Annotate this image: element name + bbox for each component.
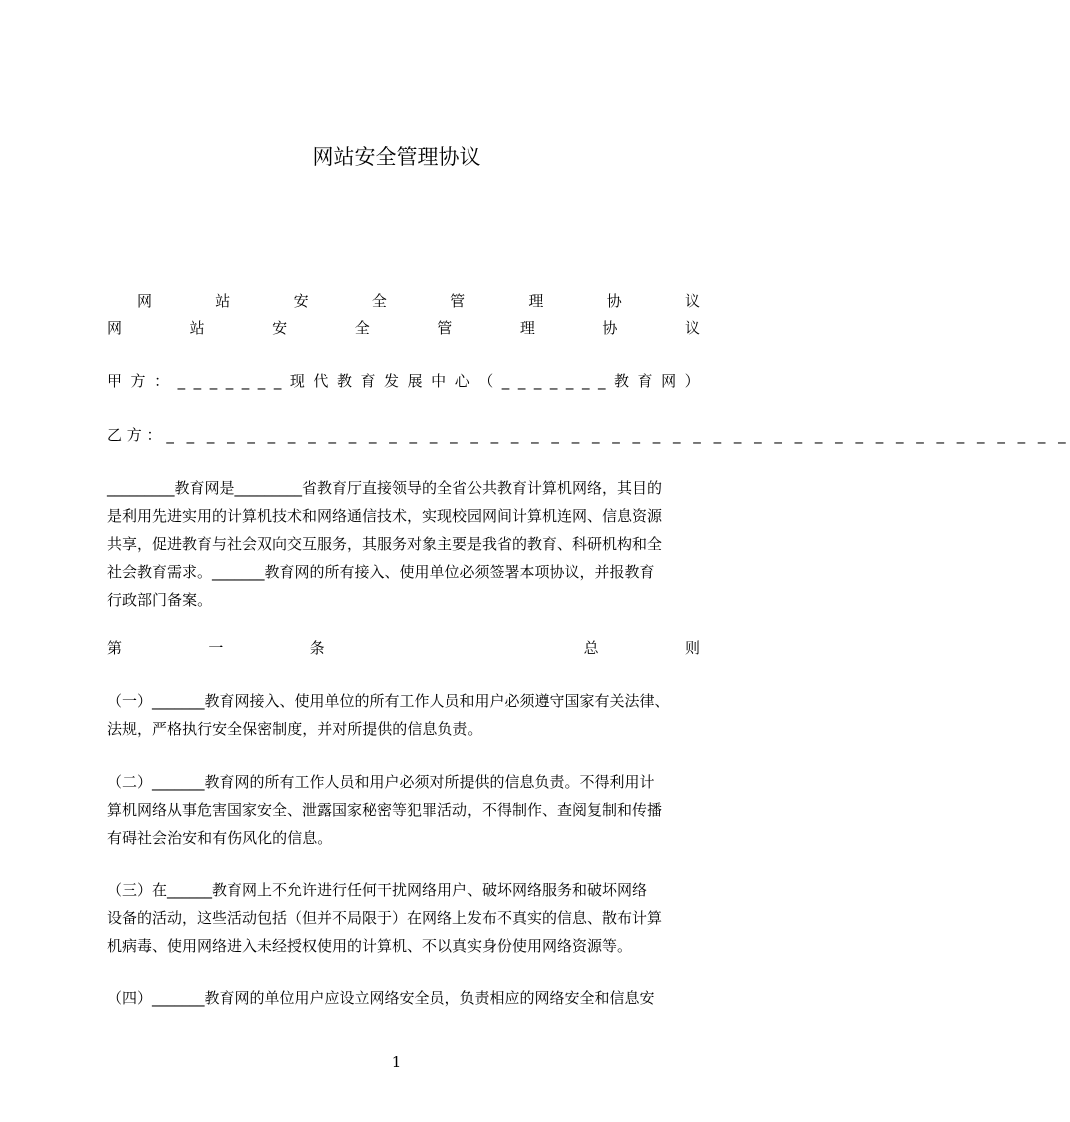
intro-row-5-char: 门 bbox=[152, 591, 168, 609]
clause-1-row-2-char: 密 bbox=[257, 720, 273, 738]
clause-2-row-1: （二）_______教育网的所有工作人员和用户必须对所提供的信息负责。不得利用计 bbox=[107, 773, 655, 791]
intro-row-3: 共享，促进教育与社会双向交互服务，其服务对象主要是我省的教育、科研机构和全 bbox=[107, 535, 663, 553]
heading-line-1-char: 站 bbox=[215, 292, 231, 310]
heading-line-2 bbox=[107, 314, 700, 342]
article-1-char: 条 bbox=[309, 639, 325, 657]
party-a-char: 中 bbox=[431, 372, 447, 390]
clause-2 bbox=[107, 768, 700, 852]
clause-3 bbox=[107, 876, 700, 960]
party-a-char: _ bbox=[225, 372, 234, 390]
clause-2-row-3-char: 信 bbox=[287, 829, 303, 847]
party-a-char: （ bbox=[478, 372, 494, 390]
clause-1-row-2-char: 法 bbox=[107, 720, 123, 738]
clause-1-row-2-char: 并 bbox=[317, 720, 333, 738]
party-a-char: _ bbox=[193, 372, 202, 390]
clause-2-row-3-char: 有 bbox=[212, 829, 228, 847]
article-1-char: 第 bbox=[107, 639, 123, 657]
clause-1-row-2-char: 严 bbox=[152, 720, 168, 738]
party-a-char: 育 bbox=[360, 372, 376, 390]
clause-2-row-3-char: 的 bbox=[272, 829, 288, 847]
clause-1-row-2-char: 全 bbox=[227, 720, 243, 738]
clause-2-row-3 bbox=[107, 824, 700, 852]
clause-1-row-2-char: 规 bbox=[122, 720, 138, 738]
heading-line-1-char: 理 bbox=[528, 292, 544, 310]
heading-line-1-char: 议 bbox=[684, 292, 700, 310]
party-a-char: 心 bbox=[454, 372, 470, 390]
party-a-char: 甲 bbox=[107, 372, 123, 390]
party-b-blank: _ _ _ _ _ _ _ _ _ _ _ _ _ _ _ _ _ _ _ _ _ _ _ _ _ _ _ _ _ _ _ _ _ _ _ _ _ _ _ _ _ _ _ _ _ bbox=[166, 426, 1070, 444]
party-a-char: ） bbox=[684, 372, 700, 390]
party-a-char: _ bbox=[565, 372, 574, 390]
heading-line-1-char: 网 bbox=[137, 292, 153, 310]
party-a-char: 网 bbox=[661, 372, 677, 390]
party-a-char: _ bbox=[501, 372, 510, 390]
heading-line-2-char: 理 bbox=[519, 319, 535, 337]
clause-1-row-2-char: 安 bbox=[212, 720, 228, 738]
clause-1-row-2-char: 保 bbox=[242, 720, 258, 738]
party-a-line bbox=[107, 367, 700, 395]
party-a-char: 发 bbox=[384, 372, 400, 390]
party-a-char: 展 bbox=[407, 372, 423, 390]
clause-1-row-1: （一）_______教育网接入、使用单位的所有工作人员和用户必须遵守国家有关法律、 bbox=[107, 692, 670, 710]
clause-4 bbox=[107, 984, 700, 1012]
heading-line-2-char: 议 bbox=[684, 319, 700, 337]
party-a-char: 代 bbox=[313, 372, 329, 390]
party-a-char: _ bbox=[549, 372, 558, 390]
clause-2-row-3-char: 安 bbox=[182, 829, 198, 847]
clause-1-row-2-char: 。 bbox=[467, 720, 483, 738]
clause-1-row-2-char: 息 bbox=[422, 720, 438, 738]
clause-2-row-3-char: 和 bbox=[197, 829, 213, 847]
clause-1-row-2-char: 制 bbox=[272, 720, 288, 738]
clause-1-row-2-char: 责 bbox=[452, 720, 468, 738]
article-1-char: 则 bbox=[684, 639, 700, 657]
clause-1 bbox=[107, 687, 700, 743]
clause-1-row-2-char: 格 bbox=[167, 720, 183, 738]
party-a-char: ： bbox=[154, 372, 170, 390]
clause-4-row-1: （四）_______教育网的单位用户应设立网络安全员，负责相应的网络安全和信息安 bbox=[107, 989, 655, 1007]
clause-1-row-2-char: 对 bbox=[332, 720, 348, 738]
clause-2-row-2: 算机网络从事危害国家安全、泄露国家秘密等犯罪活动，不得制作、查阅复制和传播 bbox=[107, 801, 663, 819]
clause-3-row-1: （三）在______教育网上不允许进行任何干扰网络用户、破坏网络服务和破坏网络 bbox=[107, 881, 648, 899]
party-a-char: 现 bbox=[289, 372, 305, 390]
heading-line-2-char: 管 bbox=[437, 319, 453, 337]
clause-1-row-2-char: ， bbox=[137, 720, 153, 738]
party-a-char: _ bbox=[257, 372, 266, 390]
clause-1-row-2 bbox=[107, 715, 700, 743]
party-a-char: _ bbox=[209, 372, 218, 390]
clause-2-row-3-char: 会 bbox=[152, 829, 168, 847]
clause-2-row-3-char: 碍 bbox=[122, 829, 138, 847]
clause-2-row-3-char: 化 bbox=[257, 829, 273, 847]
party-a-char: _ bbox=[533, 372, 542, 390]
heading-line-2-char: 安 bbox=[272, 319, 288, 337]
heading-line-2-char: 全 bbox=[354, 319, 370, 337]
party-b-line bbox=[107, 421, 1070, 449]
clause-2-row-3-char: 风 bbox=[242, 829, 258, 847]
intro-paragraph bbox=[107, 474, 700, 614]
heading-line-1-char: 协 bbox=[606, 292, 622, 310]
party-a-char: 方 bbox=[130, 372, 146, 390]
clause-3-row-2: 设备的活动，这些活动包括（但并不局限于）在网络上发布不真实的信息、散布计算 bbox=[107, 909, 663, 927]
clause-1-row-2-char: 供 bbox=[377, 720, 393, 738]
party-a-char: _ bbox=[273, 372, 282, 390]
clause-2-row-3-char: 息 bbox=[302, 829, 318, 847]
clause-2-row-3-char: 。 bbox=[317, 829, 333, 847]
clause-2-row-3-char: 伤 bbox=[227, 829, 243, 847]
clause-1-row-2-char: 提 bbox=[362, 720, 378, 738]
party-a-char: _ bbox=[177, 372, 186, 390]
intro-row-5-char: 行 bbox=[107, 591, 123, 609]
clause-2-row-3-char: 社 bbox=[137, 829, 153, 847]
document-title: 网站安全管理协议 bbox=[312, 145, 481, 169]
intro-row-1: _________教育网是_________省教育厅直接领导的全省公共教育计算机网络，其目的 bbox=[107, 479, 663, 497]
clause-1-row-2-char: 度 bbox=[287, 720, 303, 738]
intro-row-4: 社会教育需求。_______教育网的所有接入、使用单位必须签署本项协议，并报教育 bbox=[107, 563, 655, 581]
clause-1-row-2-char: 执 bbox=[182, 720, 198, 738]
party-a-char: _ bbox=[517, 372, 526, 390]
clause-3-row-3: 机病毒、使用网络进入未经授权使用的计算机、不以真实身份使用网络资源等。 bbox=[107, 937, 633, 955]
intro-row-5-char: 。 bbox=[197, 591, 213, 609]
clause-1-row-2-char: 行 bbox=[197, 720, 213, 738]
article-1-heading bbox=[107, 634, 700, 662]
intro-row-5-char: 政 bbox=[122, 591, 138, 609]
clause-1-row-2-char: 负 bbox=[437, 720, 453, 738]
party-a-char: 育 bbox=[637, 372, 653, 390]
party-a-char: 教 bbox=[336, 372, 352, 390]
intro-row-5 bbox=[107, 586, 700, 614]
clause-2-row-3-char: 有 bbox=[107, 829, 123, 847]
heading-line-1-char: 管 bbox=[450, 292, 466, 310]
intro-row-2: 是利用先进实用的计算机技术和网络通信技术，实现校园网间计算机连网、信息资源 bbox=[107, 507, 663, 525]
clause-1-row-2-char: 所 bbox=[347, 720, 363, 738]
heading-line-2-char: 网 bbox=[107, 319, 123, 337]
party-a-char: _ bbox=[581, 372, 590, 390]
party-b-label: 乙 方 ： bbox=[107, 426, 162, 444]
clause-2-row-3-char: 治 bbox=[167, 829, 183, 847]
article-1-char: 总 bbox=[583, 639, 599, 657]
heading-line-1 bbox=[107, 287, 700, 315]
heading-line-2-char: 协 bbox=[602, 319, 618, 337]
party-a-char: _ bbox=[241, 372, 250, 390]
heading-line-2-char: 站 bbox=[189, 319, 205, 337]
clause-1-row-2-char: ， bbox=[302, 720, 318, 738]
clause-1-row-2-char: 信 bbox=[407, 720, 423, 738]
heading-line-1-char: 安 bbox=[293, 292, 309, 310]
intro-row-5-char: 部 bbox=[137, 591, 153, 609]
party-a-char: _ bbox=[597, 372, 606, 390]
clause-1-row-2-char: 的 bbox=[392, 720, 408, 738]
heading-line-1-char: 全 bbox=[371, 292, 387, 310]
page-number: 1 bbox=[391, 1053, 402, 1071]
article-1-char: 一 bbox=[208, 639, 224, 657]
intro-row-5-char: 备 bbox=[167, 591, 183, 609]
party-a-char: 教 bbox=[614, 372, 630, 390]
intro-row-5-char: 案 bbox=[182, 591, 198, 609]
